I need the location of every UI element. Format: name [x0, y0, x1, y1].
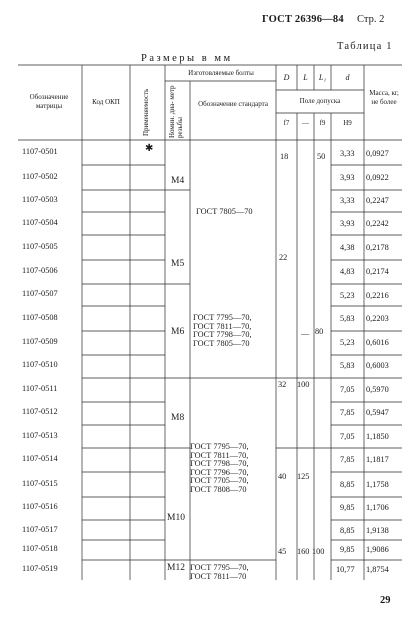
tol-f7: f7 — [283, 119, 290, 127]
row-mass: 1,8754 — [366, 565, 389, 574]
thread-m6: М6 — [171, 327, 185, 337]
row-d: 8,85 — [340, 480, 355, 489]
row-mass: 0,2174 — [366, 267, 389, 276]
row-designation: 1107-0501 — [22, 147, 58, 156]
thread-m10: М10 — [167, 513, 185, 523]
standard-line: ГОСТ 7795—70, — [190, 442, 249, 451]
row-designation: 1107-0504 — [22, 218, 58, 227]
standard-line: ГОСТ 7811—70 — [190, 571, 247, 581]
row-mass: 0,2203 — [366, 314, 389, 323]
row-designation: 1107-0518 — [22, 544, 58, 553]
row-d: 10,77 — [336, 565, 355, 574]
row-designation: 1107-0502 — [22, 172, 58, 181]
row-mass: 1,1706 — [366, 503, 389, 512]
row-d: 7,05 — [340, 385, 355, 394]
row-designation: 1107-0516 — [22, 502, 58, 511]
standard-line: ГОСТ 7796—70, — [190, 467, 249, 477]
row-mass: 0,6003 — [366, 361, 389, 370]
sizes-label: Размеры в мм — [141, 53, 233, 64]
thread-m5: М5 — [171, 259, 185, 269]
standard-line: ГОСТ 7811—70, — [193, 321, 252, 331]
page-number: 29 — [380, 595, 391, 606]
standard-line: ГОСТ 7805—70 — [193, 338, 250, 348]
tolerance-field-label: Поле допуска — [299, 97, 341, 105]
tol-dash: — — [302, 119, 309, 127]
dim-d: 18 — [280, 152, 289, 161]
thread-m4: М4 — [171, 176, 185, 186]
row-designation: 1107-0508 — [22, 313, 58, 322]
row-d: 3,33 — [340, 149, 355, 158]
row-designation: 1107-0515 — [22, 479, 58, 488]
dim-d: 22 — [279, 253, 288, 262]
row-mass: 0,2216 — [366, 291, 389, 300]
row-mass: 0,2242 — [366, 219, 389, 228]
row-designation: 1107-0513 — [22, 431, 58, 440]
row-d: 4,83 — [340, 267, 355, 276]
row-d: 7,85 — [340, 455, 355, 464]
col-header-l: L — [303, 73, 308, 82]
row-mass: 0,2247 — [366, 196, 389, 205]
row-designation: 1107-0505 — [22, 242, 58, 251]
standard-line: ГОСТ 7808—70 — [190, 484, 247, 494]
dim-l1: 100 — [312, 547, 325, 556]
row-mass: 0,2178 — [366, 243, 389, 252]
row-mass: 0,5947 — [366, 408, 389, 417]
row-designation: 1107-0519 — [22, 564, 58, 573]
row-designation: 1107-0512 — [22, 407, 58, 416]
header-page: Стр. 2 — [357, 14, 385, 25]
standard-line: ГОСТ 7811—70, — [190, 450, 249, 460]
row-d: 3,93 — [340, 219, 355, 228]
tol-h9: H9 — [343, 119, 352, 127]
col-header-d-big: D — [283, 73, 290, 82]
row-mass: 0,0927 — [366, 149, 389, 158]
row-designation: 1107-0510 — [22, 360, 58, 369]
row-d: 7,85 — [340, 408, 355, 417]
header-title: ГОСТ 26396—84 — [262, 14, 344, 25]
thread-m12: М12 — [167, 563, 185, 573]
standard-group-1: ГОСТ 7805—70 — [196, 207, 253, 216]
standard-line: ГОСТ 7795—70, — [193, 313, 252, 322]
dim-l: 160 — [297, 547, 310, 556]
row-d: 5,23 — [340, 291, 355, 300]
row-designation: 1107-0507 — [22, 289, 58, 298]
dim-l: 125 — [297, 472, 310, 481]
row-d: 5,23 — [340, 338, 355, 347]
standard-group-3 — [190, 443, 249, 495]
col-header-d-small: d — [345, 73, 350, 82]
row-designation: 1107-0514 — [22, 454, 58, 463]
row-d: 9,85 — [340, 545, 355, 554]
row-mass: 1,1850 — [366, 432, 389, 441]
row-designation: 1107-0517 — [22, 525, 58, 534]
col-header-applicability: Применяемость — [142, 88, 150, 136]
row-mass: 1,9086 — [366, 545, 389, 554]
row-mass: 0,0922 — [366, 173, 389, 182]
dim-l: 100 — [297, 380, 310, 389]
standard-group-4 — [190, 564, 249, 581]
standard-line: ГОСТ 7798—70, — [193, 330, 252, 340]
col-header-standard: Обозначение стандарта — [198, 100, 268, 108]
row-designation: 1107-0506 — [22, 266, 58, 275]
standard-group-2 — [193, 314, 252, 348]
row-designation: 1107-0511 — [22, 384, 58, 393]
row-mass: 0,6016 — [366, 338, 389, 347]
standard-line: ГОСТ 7705—70, — [190, 476, 249, 486]
row-d: 4,38 — [340, 243, 355, 252]
standard-line: ГОСТ 7795—70, — [190, 563, 249, 572]
row-d: 5,83 — [340, 361, 355, 370]
row-d: 9,85 — [340, 503, 355, 512]
col-header-okp: Код ОКП — [92, 98, 120, 106]
tol-f9: f9 — [319, 119, 326, 127]
dim-l-dash: — — [301, 329, 310, 338]
dim-d: 45 — [278, 547, 287, 556]
thread-m8: М8 — [171, 413, 185, 423]
col-header-bolts-group: Изготовляемые болты — [188, 69, 254, 77]
row-d: 3,93 — [340, 173, 355, 182]
row-mass: 1,9138 — [366, 526, 389, 535]
table-label: Таблица 1 — [337, 41, 393, 52]
dim-d: 32 — [278, 380, 287, 389]
col-header-mass: Масса, кг, не более — [369, 89, 399, 106]
row-d: 8,85 — [340, 526, 355, 535]
applicability-mark: ✱ — [145, 143, 154, 154]
dim-l1: 50 — [317, 152, 326, 161]
row-mass: 1,1758 — [366, 480, 389, 489]
standard-line: ГОСТ 7798—70, — [190, 459, 249, 469]
col-header-designation: Обозначение матрицы — [29, 93, 69, 110]
row-d: 3,33 — [340, 196, 355, 205]
col-header-thread-diameter: Номин. диа- метр резьбы — [168, 85, 184, 138]
row-d: 5,83 — [340, 314, 355, 323]
dim-d: 40 — [278, 472, 287, 481]
dim-l1: 80 — [315, 327, 324, 336]
row-mass: 1,1817 — [366, 455, 389, 464]
row-designation: 1107-0509 — [22, 337, 58, 346]
col-header-l1: L₁ — [318, 73, 327, 82]
row-d: 7,05 — [340, 432, 355, 441]
row-designation: 1107-0503 — [22, 195, 58, 204]
row-mass: 0,5970 — [366, 385, 389, 394]
